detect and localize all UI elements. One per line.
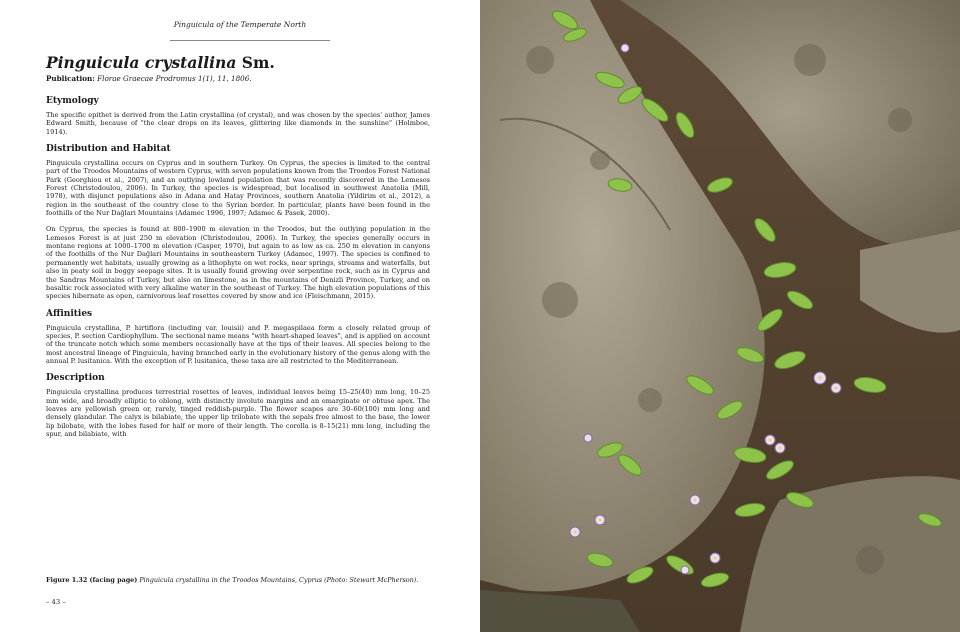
etymology-paragraph: The specific epithet is derived from the Latin crystallina (of crystal), and was chosen by the species' author, James Edward Smith, because of "the clear drops on its leaves, glittering like diamonds in the sunshine" (Holmboe, 1914). [46,111,430,136]
running-head: Pinguicula of the Temperate North [173,20,307,29]
species-author: Sm. [236,53,275,72]
caption-label: Figure 1.32 (facing page) [46,576,138,584]
publication-line [46,74,430,84]
species-title [46,54,430,72]
distribution-paragraph-1: Pinguicula crystallina occurs on Cyprus and in southern Turkey. On Cyprus, the species is limited to the central part of the Troodos Mountains of western Cyprus, with seven populations known from the Troodos Forest National Park (Georghiou et al., 2007), and an outlying lowland population that was recently discovered in the Lemesos Forest (Christodoulou, 2006). In Turkey, the species is widespread, but localised in southwest Anatolia (Mill, 1978), with disjunct populations also in Adana and Hatay Provinces, southern Anatolia (Yildirim et al., 2012), a region in the southeast of the country close to the Syrian border. In particular, plants have been found in the foothills of the Nur Dağlari Mountains (Adamec 1996, 1997; Adamec & Pasek, 2000). [46,159,430,218]
distribution-paragraph-2: On Cyprus, the species is found at 800–1900 m elevation in the Troodos, but the outlying population in the Lemesos Forest is at just 250 m elevation (Christodoulou, 2006). In Turkey, the species generally occurs in montane regions at 1000–1700 m elevation (Casper, 1970), but again to as low as ca. 250 m elevation in canyons of the foothills of the Nur Dağlari Mountains in southeastern Turkey (Adamec, 1997). The species is confined to permanently wet habitats, usually growing as a lithophyte on wet rocks, near springs, streams and waterfalls, but also in peaty soil in boggy seepage sites. It is usually found growing over serpentine rock, such as in Cyprus and the Sandras Mountains of Turkey, but also on limestone, as in the mountains of Denizli Province, Turkey, and on basaltic rock associated with very alkaline water in the southeast of Turkey. The high elevation populations of this species hibernate as open, carnivorous leaf rosettes covered by snow and ice (Fleischmann, 2015). [46,225,430,301]
description-paragraph: Pinguicula crystallina produces terrestrial rosettes of leaves, individual leaves being 15–25(40) mm long, 10–25 mm wide, and broadly elliptic to oblong, with distinctly involute margins and an emarginate or obtuse apex. The leaves are yellowish green or, rarely, tinged reddish-purple. The flower scapes are 30–60(100) mm long and densely glandular. The calyx is bilabiate, the upper lip trilobate with the sepals free almost to the base, the lower lip bilobate, with the lobes fused for half or more of their length. The corolla is 8–15(21) mm long, including the spur, and bilabiate, with [46,388,430,438]
etymology-heading: Etymology [46,96,99,106]
affinities-paragraph: Pinguicula crystallina, P. hirtiflora (including var. louisii) and P. megaspilaea form a closely related group of species, P. section Cardiophyllum. The sectional name means "with heart-shaped leaves", and is applied on account of the truncate notch which some members occasionally have at the tips of their leaves. All species belong to the most ancestral lineage of Pinguicula, having branched early in the evolutionary history of the genus along with the annual P. lusitanica. With the exception of P. lusitanica, these taxa are all restricted to the Mediterranean. [46,323,430,365]
publication-text: Florae Graecae Prodromus 1(1), 11, 1806. [94,74,252,83]
description-heading: Description [46,373,105,384]
caption-text: Pinguicula crystallina in the Troodos Mountains, Cyprus (Photo: Stewart McPherson). [137,576,419,584]
distribution-heading: Distribution and Habitat [46,144,171,155]
species-name: Pinguicula crystallina [46,53,237,72]
header-rule [170,40,330,41]
photo-page [480,0,960,632]
publication-label: Publication: [46,74,95,83]
page-content [46,54,430,446]
page-number: – 43 – [46,598,66,606]
affinities-heading: Affinities [46,308,93,319]
figure-caption [46,576,446,584]
plant-photo [480,0,960,632]
